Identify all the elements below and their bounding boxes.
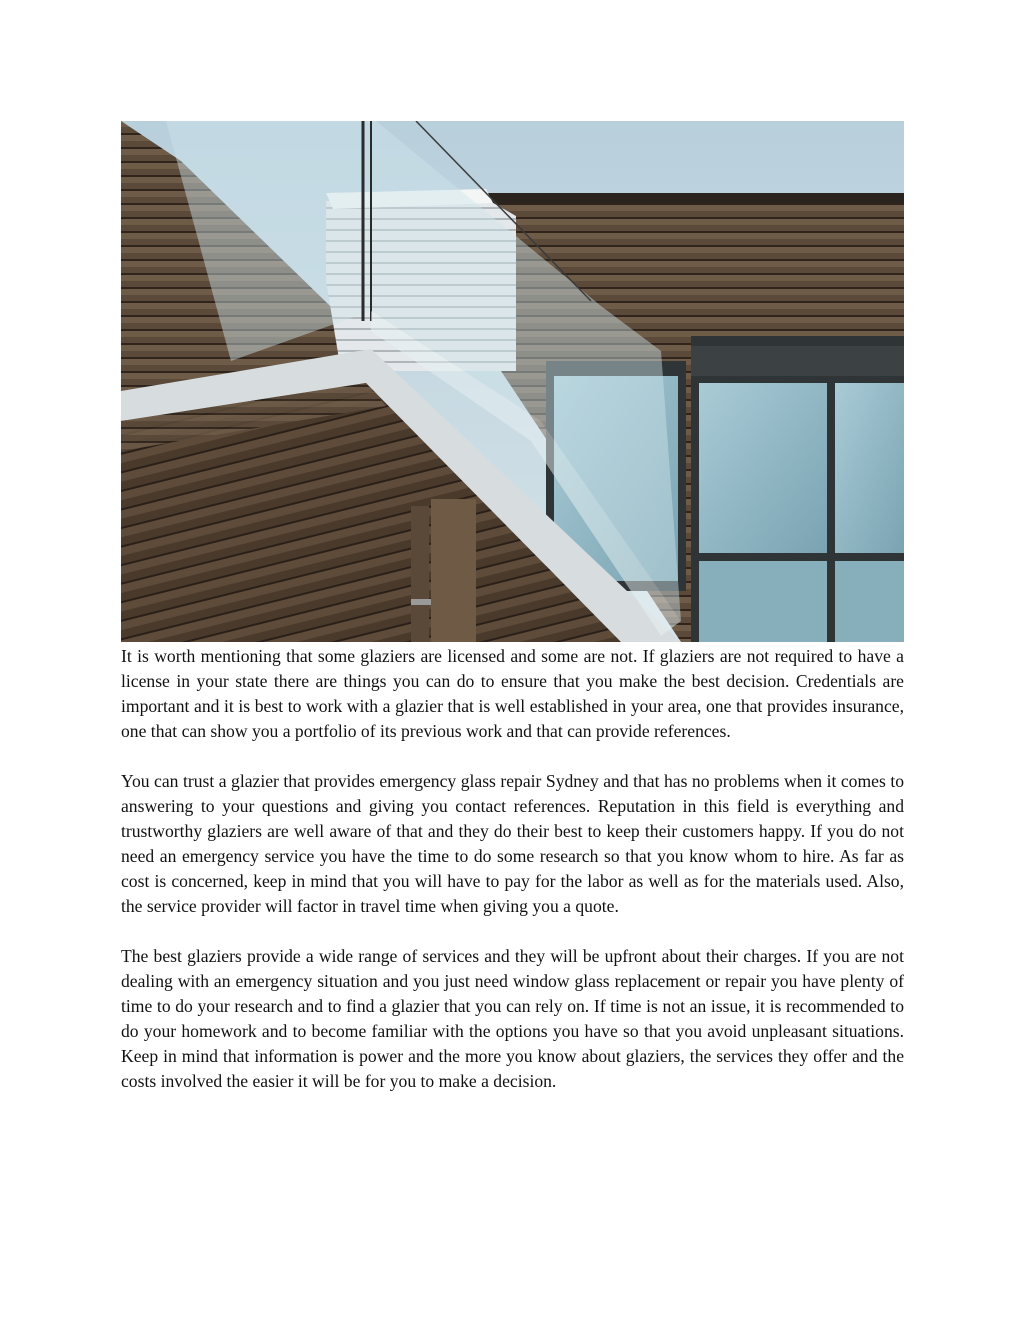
paragraph-emergency-repair: You can trust a glazier that provides emergency glass repair Sydney and that has no problems when it comes to answering to your questions and giving you contact references. Reputation in this field is everything and trustworthy glaziers are well aware of that and they do their best to keep their customers happy. If you do not need an emergency service you have the time to do some research so that you know whom to hire. As far as cost is concerned, keep in mind that you will have to pay for the labor as well as for the materials used. Also, the service provider will factor in travel time when giving you a quote. — [121, 771, 904, 916]
house-illustration — [121, 121, 904, 642]
paragraph-services: The best glaziers provide a wide range of services and they will be upfront about their charges. If you are not dealing with an emergency situation and you just need window glass replacement or repair you have plenty of time to do your research and to find a glazier that you can rely on. If time is not an issue, it is recommended to do your homework and to become familiar with the options you have so that you avoid unpleasant situations. Keep in mind that information is power and the more you know about glaziers, the services they offer and the costs involved the easier it will be for you to make a decision. — [121, 946, 904, 1091]
support-post — [431, 499, 476, 642]
house-photo — [121, 121, 904, 642]
article-body — [121, 644, 904, 1119]
paragraph-licensing: It is worth mentioning that some glaziers are licensed and some are not. If glaziers are not required to have a license in your state there are things you can do to ensure that you make the best decision. Credentials are important and it is best to work with a glazier that is well established in your area, one that provides insurance, one that can show you a portfolio of its previous work and that can provide references. — [121, 646, 904, 741]
